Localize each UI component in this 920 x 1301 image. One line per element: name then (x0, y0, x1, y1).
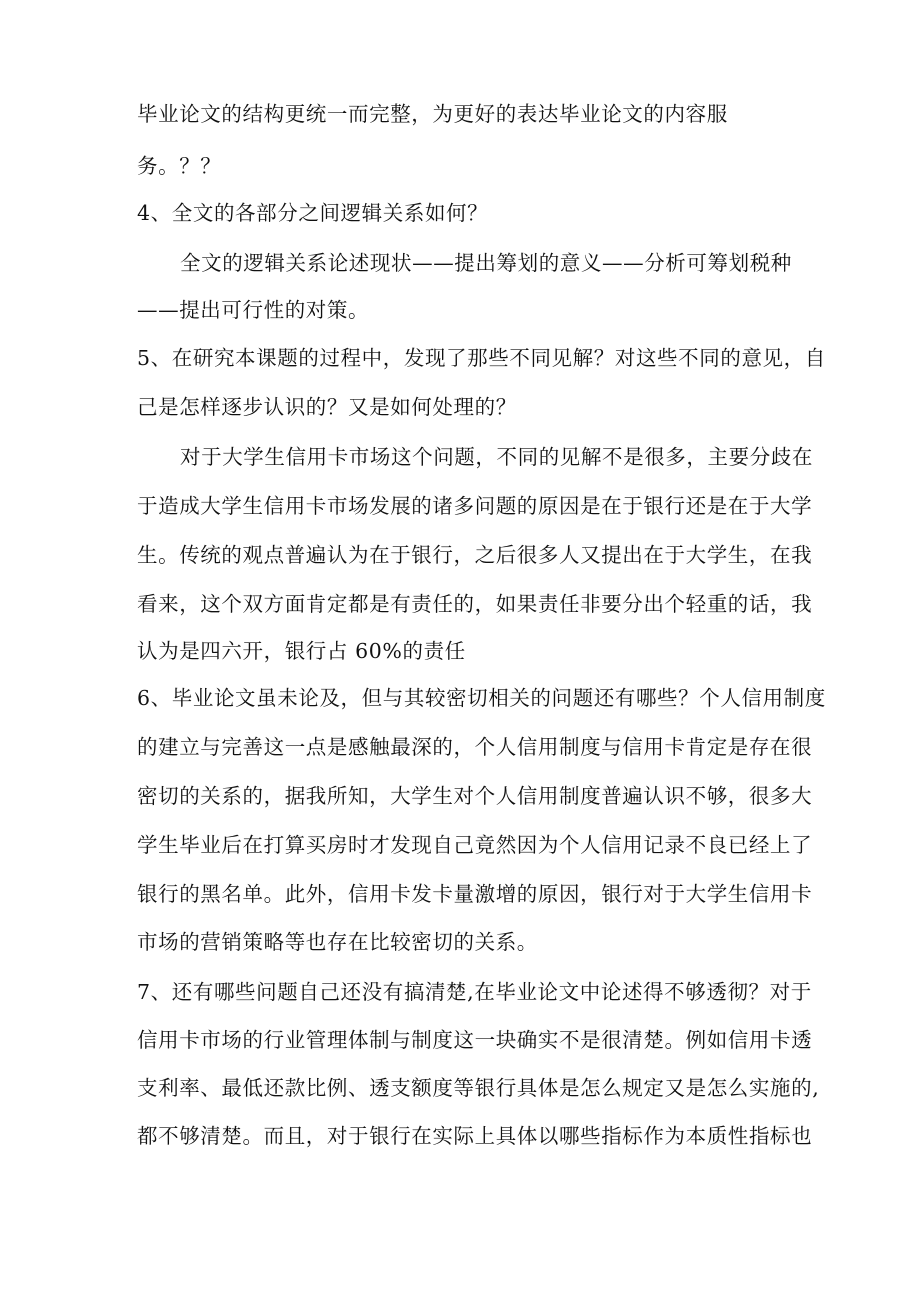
text-line: 务。？？ (137, 154, 222, 178)
text-line: 密切的关系的，据我所知，大学生对个人信用制度普遍认识不够，很多大 (137, 784, 813, 808)
section-question-6: 6、毕业论文虽未论及，但与其较密切相关的问题还有哪些？个人信用制度 (137, 686, 826, 710)
text-line: 己是怎样逐步认识的？又是如何处理的？ (137, 395, 517, 419)
section-question-4: 4、全文的各部分之间逻辑关系如何？ (137, 201, 489, 225)
text-line: 学生毕业后在打算买房时才发现自己竟然因为个人信用记录不良已经上了 (137, 833, 813, 857)
text-line: 的建立与完善这一点是感触最深的，个人信用制度与信用卡肯定是存在很 (137, 735, 813, 759)
section-question-7: 7、还有哪些问题自己还没有搞清楚,在毕业论文中论述得不够透彻？对于 (137, 980, 812, 1004)
text-line: 都不够清楚。而且，对于银行在实际上具体以哪些指标作为本质性指标也 (137, 1124, 813, 1148)
text-line: 于造成大学生信用卡市场发展的诸多问题的原因是在于银行还是在于大学 (137, 494, 813, 518)
text-line: 认为是四六开，银行占 60%的责任 (137, 639, 466, 663)
text-line: 看来，这个双方面肯定都是有责任的，如果责任非要分出个轻重的话，我 (137, 592, 813, 616)
text-line: 市场的营销策略等也存在比较密切的关系。 (137, 930, 538, 954)
text-line: 支利率、最低还款比例、透支额度等银行具体是怎么规定又是怎么实施的, (137, 1076, 820, 1100)
text-line: 对于大学生信用卡市场这个问题，不同的见解不是很多，主要分歧在 (180, 445, 813, 469)
section-question-5: 5、在研究本课题的过程中，发现了那些不同见解？对这些不同的意见，自 (137, 346, 826, 370)
text-line: 全文的逻辑关系论述现状——提出筹划的意义——分析可筹划税种 (180, 251, 792, 275)
text-line: 生。传统的观点普遍认为在于银行，之后很多人又提出在于大学生，在我 (137, 543, 813, 567)
text-line: ——提出可行性的对策。 (137, 298, 370, 322)
text-line: 银行的黑名单。此外，信用卡发卡量激增的原因，银行对于大学生信用卡 (137, 882, 813, 906)
text-line: 毕业论文的结构更统一而完整，为更好的表达毕业论文的内容服 (137, 102, 728, 126)
text-line: 信用卡市场的行业管理体制与制度这一块确实不是很清楚。例如信用卡透 (137, 1028, 813, 1052)
